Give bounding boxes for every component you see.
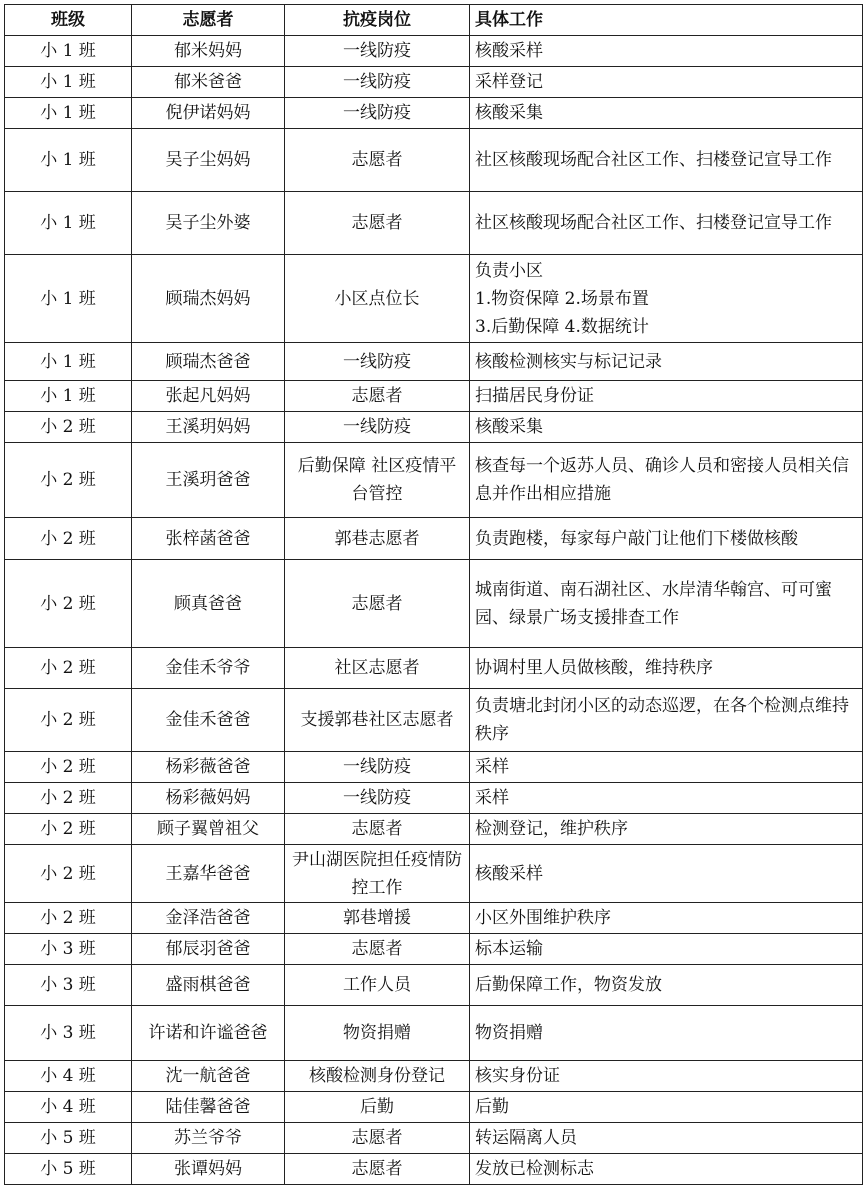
work-cell: 发放已检测标志 xyxy=(470,1154,863,1185)
post-cell: 志愿者 xyxy=(285,560,470,648)
class-cell: 小 1 班 xyxy=(5,343,132,381)
table-row xyxy=(5,965,863,1006)
class-cell: 小 2 班 xyxy=(5,814,132,845)
table-row xyxy=(5,1061,863,1092)
volunteer-cell: 顾瑞杰爸爸 xyxy=(132,343,285,381)
table-row xyxy=(5,381,863,412)
table-row xyxy=(5,1154,863,1185)
class-cell: 小 2 班 xyxy=(5,412,132,443)
work-cell: 核实身份证 xyxy=(470,1061,863,1092)
post-cell: 支援郭巷社区志愿者 xyxy=(285,689,470,752)
table-row xyxy=(5,814,863,845)
work-cell: 采样 xyxy=(470,752,863,783)
volunteer-cell: 沈一航爸爸 xyxy=(132,1061,285,1092)
work-cell: 检测登记，维护秩序 xyxy=(470,814,863,845)
table-row xyxy=(5,752,863,783)
post-cell: 一线防疫 xyxy=(285,343,470,381)
class-cell: 小 5 班 xyxy=(5,1154,132,1185)
post-cell: 志愿者 xyxy=(285,129,470,192)
table-row xyxy=(5,783,863,814)
class-cell: 小 5 班 xyxy=(5,1123,132,1154)
work-cell: 城南街道、南石湖社区、水岸清华翰宫、可可蜜园、绿景广场支援排查工作 xyxy=(470,560,863,648)
volunteer-cell: 顾子翼曾祖父 xyxy=(132,814,285,845)
volunteer-cell: 吴子尘外婆 xyxy=(132,192,285,255)
header-row xyxy=(5,5,863,36)
class-cell: 小 2 班 xyxy=(5,648,132,689)
volunteer-cell: 王嘉华爸爸 xyxy=(132,845,285,903)
volunteer-cell: 顾瑞杰妈妈 xyxy=(132,255,285,343)
table-row xyxy=(5,67,863,98)
table-row xyxy=(5,412,863,443)
post-cell: 尹山湖医院担任疫情防控工作 xyxy=(285,845,470,903)
work-cell: 物资捐赠 xyxy=(470,1006,863,1061)
volunteer-cell: 倪伊诺妈妈 xyxy=(132,98,285,129)
table-row xyxy=(5,903,863,934)
class-cell: 小 2 班 xyxy=(5,518,132,560)
table-row xyxy=(5,648,863,689)
table-row xyxy=(5,1123,863,1154)
table-row xyxy=(5,36,863,67)
table-row xyxy=(5,934,863,965)
volunteer-cell: 许诺和许谧爸爸 xyxy=(132,1006,285,1061)
table-row xyxy=(5,689,863,752)
table-row xyxy=(5,518,863,560)
header-class: 班级 xyxy=(5,5,132,36)
volunteer-cell: 王溪玥妈妈 xyxy=(132,412,285,443)
post-cell: 一线防疫 xyxy=(285,98,470,129)
work-cell: 负责塘北封闭小区的动态巡逻，在各个检测点维持秩序 xyxy=(470,689,863,752)
post-cell: 一线防疫 xyxy=(285,412,470,443)
volunteer-cell: 吴子尘妈妈 xyxy=(132,129,285,192)
class-cell: 小 4 班 xyxy=(5,1092,132,1123)
class-cell: 小 1 班 xyxy=(5,98,132,129)
post-cell: 一线防疫 xyxy=(285,67,470,98)
post-cell: 志愿者 xyxy=(285,381,470,412)
work-cell: 扫描居民身份证 xyxy=(470,381,863,412)
volunteer-cell: 杨彩薇爸爸 xyxy=(132,752,285,783)
post-cell: 后勤 xyxy=(285,1092,470,1123)
post-cell: 志愿者 xyxy=(285,1123,470,1154)
work-cell: 负责小区 1.物资保障 2.场景布置 3.后勤保障 4.数据统计 xyxy=(470,255,863,343)
class-cell: 小 1 班 xyxy=(5,255,132,343)
table-row xyxy=(5,129,863,192)
volunteer-cell: 张起凡妈妈 xyxy=(132,381,285,412)
post-cell: 郭巷增援 xyxy=(285,903,470,934)
table-row xyxy=(5,343,863,381)
volunteer-cell: 盛雨棋爸爸 xyxy=(132,965,285,1006)
table-row xyxy=(5,1006,863,1061)
post-cell: 志愿者 xyxy=(285,814,470,845)
work-cell: 协调村里人员做核酸，维持秩序 xyxy=(470,648,863,689)
class-cell: 小 1 班 xyxy=(5,36,132,67)
volunteer-cell: 苏兰爷爷 xyxy=(132,1123,285,1154)
header-volunteer: 志愿者 xyxy=(132,5,285,36)
work-cell: 社区核酸现场配合社区工作、扫楼登记宣导工作 xyxy=(470,192,863,255)
class-cell: 小 2 班 xyxy=(5,560,132,648)
post-cell: 后勤保障 社区疫情平台管控 xyxy=(285,443,470,518)
work-cell: 采样登记 xyxy=(470,67,863,98)
work-cell: 核酸采样 xyxy=(470,845,863,903)
work-cell: 核酸采集 xyxy=(470,98,863,129)
post-cell: 志愿者 xyxy=(285,1154,470,1185)
class-cell: 小 2 班 xyxy=(5,903,132,934)
work-cell: 核酸采集 xyxy=(470,412,863,443)
post-cell: 物资捐赠 xyxy=(285,1006,470,1061)
post-cell: 志愿者 xyxy=(285,934,470,965)
volunteer-cell: 张谭妈妈 xyxy=(132,1154,285,1185)
post-cell: 核酸检测身份登记 xyxy=(285,1061,470,1092)
post-cell: 小区点位长 xyxy=(285,255,470,343)
class-cell: 小 3 班 xyxy=(5,1006,132,1061)
work-cell: 采样 xyxy=(470,783,863,814)
post-cell: 一线防疫 xyxy=(285,752,470,783)
volunteer-cell: 王溪玥爸爸 xyxy=(132,443,285,518)
work-cell: 核酸采样 xyxy=(470,36,863,67)
table-row xyxy=(5,443,863,518)
volunteer-cell: 郁米爸爸 xyxy=(132,67,285,98)
post-cell: 一线防疫 xyxy=(285,36,470,67)
post-cell: 志愿者 xyxy=(285,192,470,255)
header-work: 具体工作 xyxy=(470,5,863,36)
class-cell: 小 1 班 xyxy=(5,67,132,98)
table-row xyxy=(5,845,863,903)
table-row xyxy=(5,1092,863,1123)
work-cell: 负责跑楼，每家每户敲门让他们下楼做核酸 xyxy=(470,518,863,560)
table-row xyxy=(5,192,863,255)
work-cell: 社区核酸现场配合社区工作、扫楼登记宣导工作 xyxy=(470,129,863,192)
class-cell: 小 1 班 xyxy=(5,129,132,192)
work-cell: 标本运输 xyxy=(470,934,863,965)
post-cell: 社区志愿者 xyxy=(285,648,470,689)
volunteer-cell: 郁米妈妈 xyxy=(132,36,285,67)
class-cell: 小 2 班 xyxy=(5,752,132,783)
volunteer-cell: 郁辰羽爸爸 xyxy=(132,934,285,965)
work-cell: 后勤 xyxy=(470,1092,863,1123)
volunteer-cell: 陆佳馨爸爸 xyxy=(132,1092,285,1123)
table-row xyxy=(5,255,863,343)
work-cell: 核查每一个返苏人员、确诊人员和密接人员相关信息并作出相应措施 xyxy=(470,443,863,518)
volunteer-cell: 金泽浩爸爸 xyxy=(132,903,285,934)
work-cell: 核酸检测核实与标记记录 xyxy=(470,343,863,381)
post-cell: 工作人员 xyxy=(285,965,470,1006)
work-cell: 小区外围维护秩序 xyxy=(470,903,863,934)
work-cell: 后勤保障工作，物资发放 xyxy=(470,965,863,1006)
volunteer-cell: 顾真爸爸 xyxy=(132,560,285,648)
volunteer-cell: 张梓菡爸爸 xyxy=(132,518,285,560)
volunteer-table xyxy=(4,4,863,1185)
class-cell: 小 2 班 xyxy=(5,845,132,903)
class-cell: 小 3 班 xyxy=(5,934,132,965)
volunteer-cell: 金佳禾爸爸 xyxy=(132,689,285,752)
class-cell: 小 1 班 xyxy=(5,192,132,255)
class-cell: 小 2 班 xyxy=(5,443,132,518)
table-row xyxy=(5,560,863,648)
work-cell: 转运隔离人员 xyxy=(470,1123,863,1154)
class-cell: 小 2 班 xyxy=(5,689,132,752)
header-post: 抗疫岗位 xyxy=(285,5,470,36)
class-cell: 小 3 班 xyxy=(5,965,132,1006)
class-cell: 小 1 班 xyxy=(5,381,132,412)
table-row xyxy=(5,98,863,129)
class-cell: 小 4 班 xyxy=(5,1061,132,1092)
post-cell: 郭巷志愿者 xyxy=(285,518,470,560)
volunteer-cell: 杨彩薇妈妈 xyxy=(132,783,285,814)
class-cell: 小 2 班 xyxy=(5,783,132,814)
post-cell: 一线防疫 xyxy=(285,783,470,814)
volunteer-cell: 金佳禾爷爷 xyxy=(132,648,285,689)
